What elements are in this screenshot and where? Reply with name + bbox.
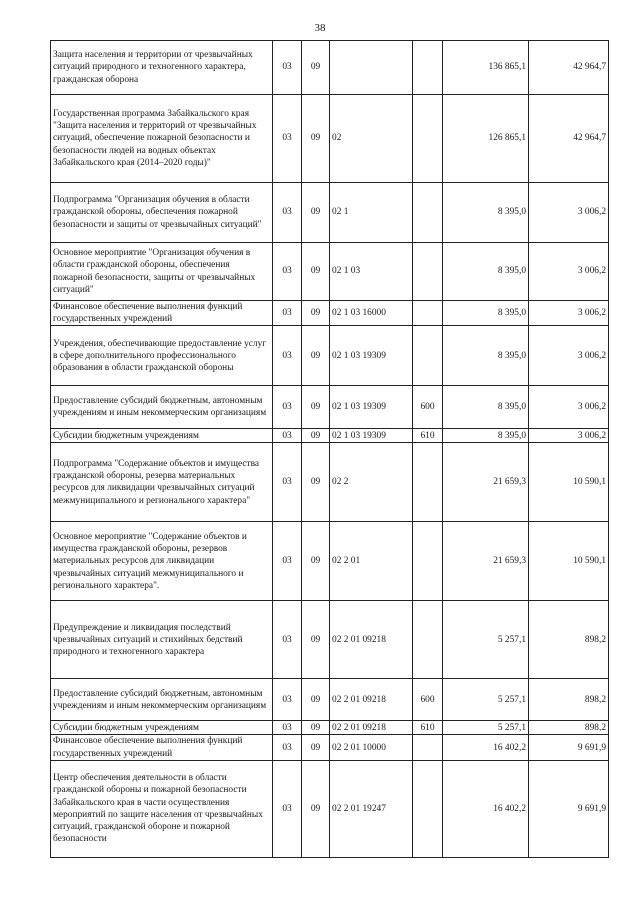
table-row <box>51 301 609 326</box>
row-subsection: 09 <box>302 41 330 95</box>
table-row <box>51 721 609 735</box>
row-amount-2: 42 964,7 <box>529 95 609 183</box>
row-amount-1: 8 395,0 <box>443 429 529 443</box>
row-amount-2: 898,2 <box>529 601 609 679</box>
row-section: 03 <box>273 721 302 735</box>
row-name: Основное мероприятие "Содержание объектов и имущества гражданской обороны, резервов материальных ресурсов для ликвидации чрезвычайных ситуаций межмуниципального и регионального характера". <box>51 522 273 601</box>
row-subsection: 09 <box>302 429 330 443</box>
row-subsection: 09 <box>302 760 330 857</box>
table-row <box>51 443 609 522</box>
row-name: Подпрограмма "Организация обучения в области гражданской обороны, обеспечения пожарной безопасности и защиты от чрезвычайных ситуаций" <box>51 183 273 243</box>
row-amount-2: 3 006,2 <box>529 301 609 326</box>
row-expense-type: 600 <box>413 679 443 721</box>
row-subsection: 09 <box>302 326 330 386</box>
row-subsection: 09 <box>302 443 330 522</box>
row-expense-type <box>413 41 443 95</box>
row-target-article: 02 1 03 19309 <box>330 326 413 386</box>
page-number: 38 <box>314 22 326 34</box>
row-section: 03 <box>273 601 302 679</box>
row-amount-1: 8 395,0 <box>443 243 529 301</box>
row-name: Субсидии бюджетным учреждениям <box>51 721 273 735</box>
budget-table-body <box>51 41 609 858</box>
row-expense-type <box>413 443 443 522</box>
table-row <box>51 386 609 429</box>
row-expense-type: 600 <box>413 386 443 429</box>
row-expense-type <box>413 243 443 301</box>
row-expense-type <box>413 183 443 243</box>
row-name: Субсидии бюджетным учреждениям <box>51 429 273 443</box>
row-subsection: 09 <box>302 183 330 243</box>
row-target-article: 02 2 01 09218 <box>330 601 413 679</box>
row-expense-type <box>413 601 443 679</box>
table-row <box>51 183 609 243</box>
row-target-article: 02 2 01 10000 <box>330 735 413 760</box>
row-amount-2: 10 590,1 <box>529 522 609 601</box>
row-amount-2: 10 590,1 <box>529 443 609 522</box>
row-name: Предоставление субсидий бюджетным, автономным учреждениям и иным некоммерческим организациям <box>51 386 273 429</box>
row-target-article: 02 1 03 16000 <box>330 301 413 326</box>
row-expense-type <box>413 735 443 760</box>
row-name: Центр обеспечения деятельности в области гражданской обороны и пожарной безопасности Забайкальского края в части осуществления мероприятий по защите населения от чрезвычайных ситуаций, гражданской обороне и пожарной безопасности <box>51 760 273 857</box>
table-row <box>51 601 609 679</box>
row-amount-1: 16 402,2 <box>443 735 529 760</box>
row-amount-1: 8 395,0 <box>443 326 529 386</box>
row-name: Предоставление субсидий бюджетным, автономным учреждениям и иным некоммерческим организациям <box>51 679 273 721</box>
row-target-article: 02 <box>330 95 413 183</box>
row-target-article: 02 2 01 09218 <box>330 679 413 721</box>
row-name: Финансовое обеспечение выполнения функций государственных учреждений <box>51 735 273 760</box>
row-expense-type: 610 <box>413 429 443 443</box>
row-target-article: 02 2 <box>330 443 413 522</box>
row-target-article: 02 1 <box>330 183 413 243</box>
row-section: 03 <box>273 522 302 601</box>
row-name: Учреждения, обеспечивающие предоставление услуг в сфере дополнительного профессионального образования в области гражданской обороны <box>51 326 273 386</box>
row-expense-type <box>413 326 443 386</box>
row-amount-2: 3 006,2 <box>529 326 609 386</box>
row-target-article: 02 1 03 <box>330 243 413 301</box>
row-amount-1: 126 865,1 <box>443 95 529 183</box>
row-amount-2: 9 691,9 <box>529 735 609 760</box>
row-amount-2: 898,2 <box>529 721 609 735</box>
row-name: Предупреждение и ликвидация последствий чрезвычайных ситуаций и стихийных бедствий природного и техногенного характера <box>51 601 273 679</box>
table-row <box>51 429 609 443</box>
row-section: 03 <box>273 301 302 326</box>
row-amount-1: 21 659,3 <box>443 522 529 601</box>
row-name: Финансовое обеспечение выполнения функций государственных учреждений <box>51 301 273 326</box>
row-subsection: 09 <box>302 601 330 679</box>
row-name: Основное мероприятие "Организация обучения в области гражданской обороны, обеспечения пожарной безопасности, защиты от чрезвычайных ситуаций" <box>51 243 273 301</box>
row-section: 03 <box>273 679 302 721</box>
row-expense-type <box>413 760 443 857</box>
row-expense-type <box>413 95 443 183</box>
row-section: 03 <box>273 95 302 183</box>
row-amount-1: 8 395,0 <box>443 386 529 429</box>
row-amount-1: 5 257,1 <box>443 721 529 735</box>
row-amount-1: 5 257,1 <box>443 679 529 721</box>
row-subsection: 09 <box>302 243 330 301</box>
row-amount-1: 5 257,1 <box>443 601 529 679</box>
row-expense-type: 610 <box>413 721 443 735</box>
row-name: Подпрограмма "Содержание объектов и имущества гражданской обороны, резерва материальных ресурсов для ликвидации чрезвычайных ситуаций межмуниципального и регионального характера" <box>51 443 273 522</box>
row-subsection: 09 <box>302 386 330 429</box>
row-section: 03 <box>273 429 302 443</box>
row-amount-1: 8 395,0 <box>443 301 529 326</box>
row-name: Защита населения и территории от чрезвычайных ситуаций природного и техногенного характера, гражданская оборона <box>51 41 273 95</box>
row-amount-2: 898,2 <box>529 679 609 721</box>
row-target-article: 02 2 01 09218 <box>330 721 413 735</box>
row-subsection: 09 <box>302 522 330 601</box>
table-row <box>51 735 609 760</box>
row-amount-2: 42 964,7 <box>529 41 609 95</box>
row-section: 03 <box>273 735 302 760</box>
row-target-article: 02 2 01 <box>330 522 413 601</box>
table-row <box>51 679 609 721</box>
row-expense-type <box>413 522 443 601</box>
row-subsection: 09 <box>302 679 330 721</box>
row-target-article: 02 1 03 19309 <box>330 386 413 429</box>
row-section: 03 <box>273 183 302 243</box>
table-row <box>51 326 609 386</box>
row-amount-2: 3 006,2 <box>529 429 609 443</box>
row-target-article <box>330 41 413 95</box>
table-row <box>51 522 609 601</box>
row-subsection: 09 <box>302 735 330 760</box>
row-target-article: 02 2 01 19247 <box>330 760 413 857</box>
row-amount-1: 136 865,1 <box>443 41 529 95</box>
row-amount-1: 16 402,2 <box>443 760 529 857</box>
row-amount-1: 8 395,0 <box>443 183 529 243</box>
table-row <box>51 41 609 95</box>
row-target-article: 02 1 03 19309 <box>330 429 413 443</box>
table-row <box>51 760 609 857</box>
row-section: 03 <box>273 41 302 95</box>
budget-table <box>50 40 609 858</box>
row-subsection: 09 <box>302 721 330 735</box>
row-amount-2: 3 006,2 <box>529 183 609 243</box>
row-name: Государственная программа Забайкальского края "Защита населения и территорий от чрезвычайных ситуаций, обеспечение пожарной безопасности и безопасности людей на водных объектах Забайкальского края (2014–2020 годы)" <box>51 95 273 183</box>
row-amount-1: 21 659,3 <box>443 443 529 522</box>
row-section: 03 <box>273 443 302 522</box>
row-section: 03 <box>273 326 302 386</box>
row-subsection: 09 <box>302 95 330 183</box>
row-amount-2: 9 691,9 <box>529 760 609 857</box>
row-section: 03 <box>273 386 302 429</box>
row-amount-2: 3 006,2 <box>529 243 609 301</box>
row-section: 03 <box>273 760 302 857</box>
table-row <box>51 95 609 183</box>
table-row <box>51 243 609 301</box>
row-expense-type <box>413 301 443 326</box>
row-section: 03 <box>273 243 302 301</box>
row-subsection: 09 <box>302 301 330 326</box>
row-amount-2: 3 006,2 <box>529 386 609 429</box>
